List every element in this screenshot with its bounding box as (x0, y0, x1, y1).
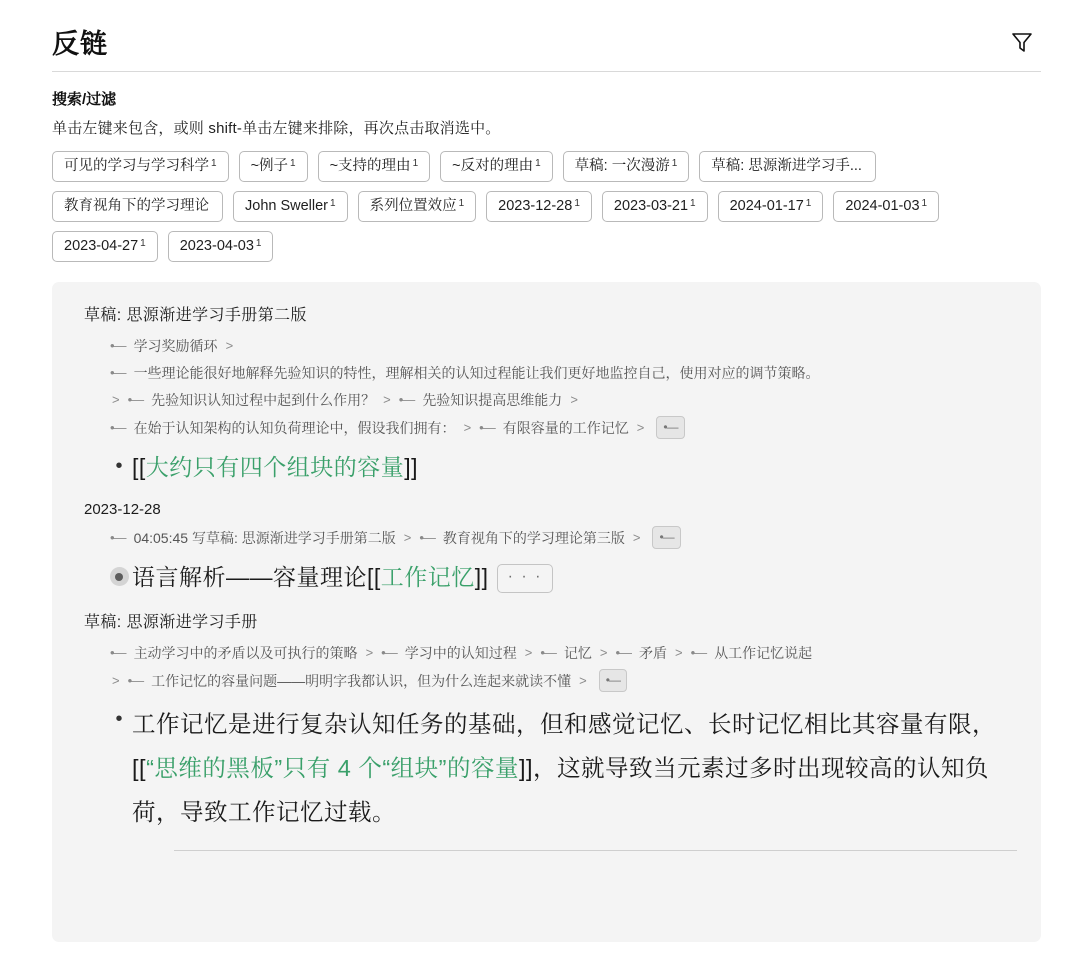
backlink-results (52, 282, 1041, 942)
dash-icon: •— (381, 645, 397, 660)
breadcrumb-segment[interactable]: 主动学习中的矛盾以及可执行的策略 (133, 645, 358, 661)
dash-icon: •— (479, 419, 495, 435)
chevron-right-icon: > (599, 645, 608, 660)
chip-count: 1 (412, 158, 419, 169)
filter-chip[interactable] (440, 151, 553, 182)
chip-count: 1 (671, 158, 678, 169)
dash-icon: •— (398, 392, 415, 407)
filter-chip[interactable] (358, 191, 477, 222)
chip-label: 2023-04-27 (64, 238, 139, 254)
collapsed-breadcrumb-pill[interactable]: •— (656, 416, 684, 439)
search-filter-heading: 搜索/过滤 (52, 91, 117, 108)
filter-chip[interactable] (52, 151, 229, 182)
dash-icon: •— (110, 645, 126, 660)
chip-label: 2023-12-28 (498, 198, 573, 214)
breadcrumb-segment[interactable]: 记忆 (563, 645, 592, 661)
chevron-right-icon: > (524, 645, 533, 660)
filter-chip[interactable] (718, 191, 824, 222)
chip-label: 草稿: 思源渐进学习手... (711, 158, 862, 174)
chip-label: 可见的学习与学习科学 (64, 158, 209, 174)
breadcrumb-segment[interactable]: 04:05:45 写草稿: 思源渐进学习手册第二版 (133, 529, 396, 546)
chip-count: 1 (805, 198, 812, 209)
filter-chip-list (52, 151, 1041, 262)
quote-line-1: 工作记忆是进行复杂认知任务的基础，但和感觉记忆、长时记忆相比 (132, 711, 852, 737)
quote-text (132, 559, 553, 595)
chip-label: ~例子 (250, 158, 289, 174)
chip-label: ~支持的理由 (329, 158, 411, 174)
chip-label: 草稿: 一次漫游 (574, 158, 670, 174)
breadcrumb (84, 335, 1017, 357)
dash-icon: •— (110, 529, 126, 545)
chip-count: 1 (574, 198, 580, 209)
quote-text (132, 449, 418, 485)
breadcrumb-segment[interactable]: 从工作记忆说起 (714, 645, 813, 661)
dash-icon: •— (540, 645, 556, 660)
backlink-quote (84, 559, 1017, 595)
bracket-open: [[ (132, 454, 146, 480)
search-filter-hint: 单击左键来包含，或则 shift-单击左键来排除，再次点击取消选中。 (52, 120, 501, 137)
bullet-icon: • (115, 708, 123, 730)
chevron-right-icon: > (675, 645, 683, 660)
breadcrumb (84, 669, 1017, 692)
breadcrumb-segment[interactable]: 有限容量的工作记忆 (502, 419, 629, 436)
breadcrumb-segment[interactable]: 工作记忆的容量问题——明明字我都认识，但为什么连起来就读不懂 (151, 672, 572, 689)
breadcrumb-segment[interactable]: 教育视角下的学习理论第三版 (442, 529, 625, 546)
quote-line-3: 元素过多时出现较高的认知负荷，导致工作记忆过载。 (132, 755, 990, 825)
chevron-right-icon: > (579, 672, 587, 688)
breadcrumb (84, 389, 1017, 411)
filter-chip[interactable] (563, 151, 690, 182)
backlink-quote (84, 702, 1017, 834)
chevron-right-icon: > (112, 672, 120, 688)
divider (174, 850, 1017, 851)
page-reference-link[interactable]: “思维的黑板”只有 4 个“组块”的容量 (146, 755, 519, 781)
quote-line-2-after: ]]，这就导致当 (519, 755, 678, 781)
filter-chip[interactable] (233, 191, 348, 222)
chevron-right-icon: > (403, 529, 412, 545)
chip-label: 2023-03-21 (613, 198, 689, 214)
chip-label: ~反对的理由 (452, 158, 534, 174)
filter-chip[interactable] (833, 191, 939, 222)
result-group-title[interactable]: 草稿: 思源渐进学习手册 (84, 614, 258, 631)
chip-count: 1 (535, 158, 541, 169)
chip-count: 1 (211, 158, 217, 169)
dash-icon: •— (110, 419, 126, 435)
breadcrumb-segment[interactable]: 先验知识提高思维能力 (422, 392, 563, 408)
breadcrumb (84, 642, 1017, 664)
bullet-icon: • (115, 455, 123, 477)
result-group-title[interactable]: 2023-12-28 (84, 501, 161, 518)
breadcrumb-segment[interactable]: 学习中的认知过程 (404, 645, 517, 661)
chevron-right-icon: > (383, 392, 391, 407)
chip-label: 2024-01-03 (845, 198, 920, 214)
more-options-button[interactable]: · · · (497, 564, 554, 593)
filter-chip[interactable] (52, 231, 158, 262)
chip-count: 1 (690, 198, 696, 209)
chevron-right-icon: > (632, 529, 641, 545)
dash-icon: •— (110, 365, 126, 380)
quote-text-after: ]] (474, 564, 489, 590)
quote-text (132, 702, 1017, 834)
panel-header (52, 22, 1041, 72)
page-reference-link[interactable]: 工作记忆 (380, 564, 475, 590)
breadcrumb (84, 416, 1017, 439)
chip-count: 1 (921, 198, 928, 209)
filter-chip[interactable] (168, 231, 274, 262)
chevron-right-icon: > (112, 392, 120, 407)
dash-icon: •— (110, 338, 126, 353)
backlink-quote (84, 449, 1017, 485)
chevron-right-icon: > (225, 338, 234, 353)
breadcrumb (84, 362, 1017, 384)
filter-chip[interactable] (602, 191, 708, 222)
breadcrumb-segment[interactable]: 矛盾 (639, 645, 668, 661)
filter-chip[interactable] (239, 151, 308, 182)
filter-chip[interactable] (318, 151, 431, 182)
result-group-title[interactable]: 草稿: 思源渐进学习手册第二版 (84, 307, 307, 324)
dash-icon: •— (127, 672, 144, 688)
page-reference-link[interactable]: 大约只有四个组块的容量 (145, 454, 405, 480)
dash-icon: •— (690, 645, 707, 660)
chevron-right-icon: > (463, 419, 472, 435)
dash-icon: •— (127, 392, 144, 407)
breadcrumb-segment[interactable]: 先验知识认知过程中起到什么作用？ (151, 392, 376, 408)
chip-label: 系列位置效应 (369, 198, 457, 214)
breadcrumb (84, 526, 1017, 549)
chevron-right-icon: > (636, 419, 645, 435)
filter-icon[interactable] (1009, 29, 1035, 55)
chip-label: 2024-01-17 (729, 198, 804, 214)
collapsed-breadcrumb-pill[interactable]: •— (652, 526, 680, 549)
dash-icon: •— (419, 529, 435, 545)
page-title: 反链 (52, 29, 108, 59)
chip-count: 1 (290, 158, 296, 169)
dash-icon: •— (615, 645, 632, 660)
filter-chip[interactable] (52, 191, 223, 222)
quote-text-before: 语言解析——容量理论[[ (132, 564, 381, 590)
chip-count: 1 (140, 238, 146, 249)
filter-chip[interactable] (699, 151, 876, 182)
bracket-close: ]] (404, 454, 419, 480)
chip-count: 1 (330, 198, 336, 209)
chip-count: 1 (458, 198, 465, 209)
chip-label: John Sweller (245, 198, 329, 214)
filter-chip[interactable] (486, 191, 592, 222)
quote-line-2-before: 其容量有限，[[ (132, 711, 996, 781)
chevron-right-icon: > (570, 392, 578, 407)
bullet-ring-icon (106, 559, 132, 593)
chip-label: 教育视角下的学习理论 (64, 198, 209, 214)
breadcrumb-segment[interactable]: 一些理论能很好地解释先验知识的特性，理解相关的认知过程能让我们更好地监控自己，使用对应的调节策略。 (133, 365, 820, 381)
collapsed-breadcrumb-pill[interactable]: •— (599, 669, 627, 692)
chip-count: 1 (255, 238, 262, 249)
breadcrumb-segment[interactable]: 在始于认知架构的认知负荷理论中，假设我们拥有： (133, 419, 456, 436)
breadcrumb-segment[interactable]: 学习奖励循环 (133, 338, 218, 354)
chip-label: 2023-04-03 (179, 238, 254, 254)
chevron-right-icon: > (365, 645, 374, 660)
